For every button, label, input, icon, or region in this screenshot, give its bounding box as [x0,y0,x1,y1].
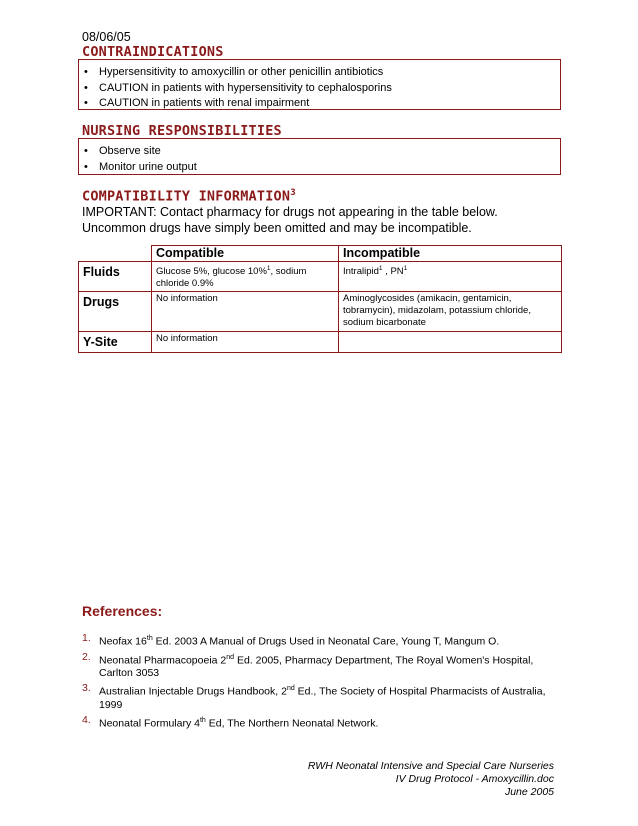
compatible-cell: Glucose 5%, glucose 10%$^1$, sodium chloride 0.9% [152,262,339,292]
table-corner [79,246,152,262]
incompatible-cell: Aminoglycosides (amikacin, gentamicin, tobramycin), midazolam, potassium chloride, sodium bicarbonate [339,292,562,332]
reference-item: 3. Australian Injectable Drugs Handbook, 2nd Ed., The Society of Hospital Pharmacists of Australia, 1999 [82,682,546,711]
nursing-list [79,144,560,175]
compatible-cell: No information [152,332,339,353]
bullet-icon: • [84,81,88,94]
table-row [79,292,562,332]
list-item: • CAUTION in patients with hypersensitivity to cephalosporins [79,81,560,97]
header-compatible: Compatible [152,246,339,262]
list-item: • Monitor urine output [79,160,560,176]
page-footer [308,760,554,799]
footer-line: June 2005 [504,786,554,798]
contraindications-box [78,59,561,110]
nursing-box [78,138,561,175]
references-list [82,632,552,732]
compatibility-table [78,245,562,353]
compatibility-title: COMPATIBILITY INFORMATION$^3$ [82,188,296,205]
nursing-title: NURSING RESPONSIBILITIES [82,123,282,139]
reference-item: 4. Neonatal Formulary 4th Ed, The Northern Neonatal Network. [82,713,379,729]
row-label: Drugs [79,292,152,332]
row-label: Fluids [79,262,152,292]
compatibility-intro: IMPORTANT: Contact pharmacy for drugs not appearing in the table below. Uncommon drugs have simply been omitted and may be incompatible. [82,205,498,235]
bullet-icon: • [84,66,88,78]
header-incompatible: Incompatible [339,246,562,262]
incompatible-cell: Intralipid$^1$ , $PN^1$ [339,262,562,292]
reference-item: 1. Neofax 16th Ed. 2003 A Manual of Drugs Used in Neonatal Care, Young T, Mangum O. [82,632,500,648]
compatible-cell: No information [152,292,339,332]
table-row [79,332,562,353]
document-date: 08/06/05 [82,30,131,44]
list-item: • Hypersensitivity to amoxycillin or other penicillin antibiotics [79,65,560,81]
table-header-row [79,246,562,262]
table-row [79,262,562,292]
contraindications-title: CONTRAINDICATIONS [82,44,224,60]
footer-line: IV Drug Protocol - Amoxycillin.doc [395,773,554,785]
bullet-icon: • [84,97,88,109]
row-label: Y-Site [79,332,152,353]
list-item: • Observe site [79,144,560,160]
reference-item: 2. Neonatal Pharmacopoeia 2nd Ed. 2005, Pharmacy Department, The Royal Women's Hospital, Carlton 3053 [82,650,534,679]
bullet-icon: • [84,145,88,157]
incompatible-cell [339,332,562,353]
references-title: References: [82,603,163,619]
footer-line: RWH Neonatal Intensive and Special Care Nurseries [307,760,554,772]
contraindications-list [79,65,560,112]
bullet-icon: • [84,160,88,173]
list-item: • CAUTION in patients with renal impairment [79,96,560,112]
